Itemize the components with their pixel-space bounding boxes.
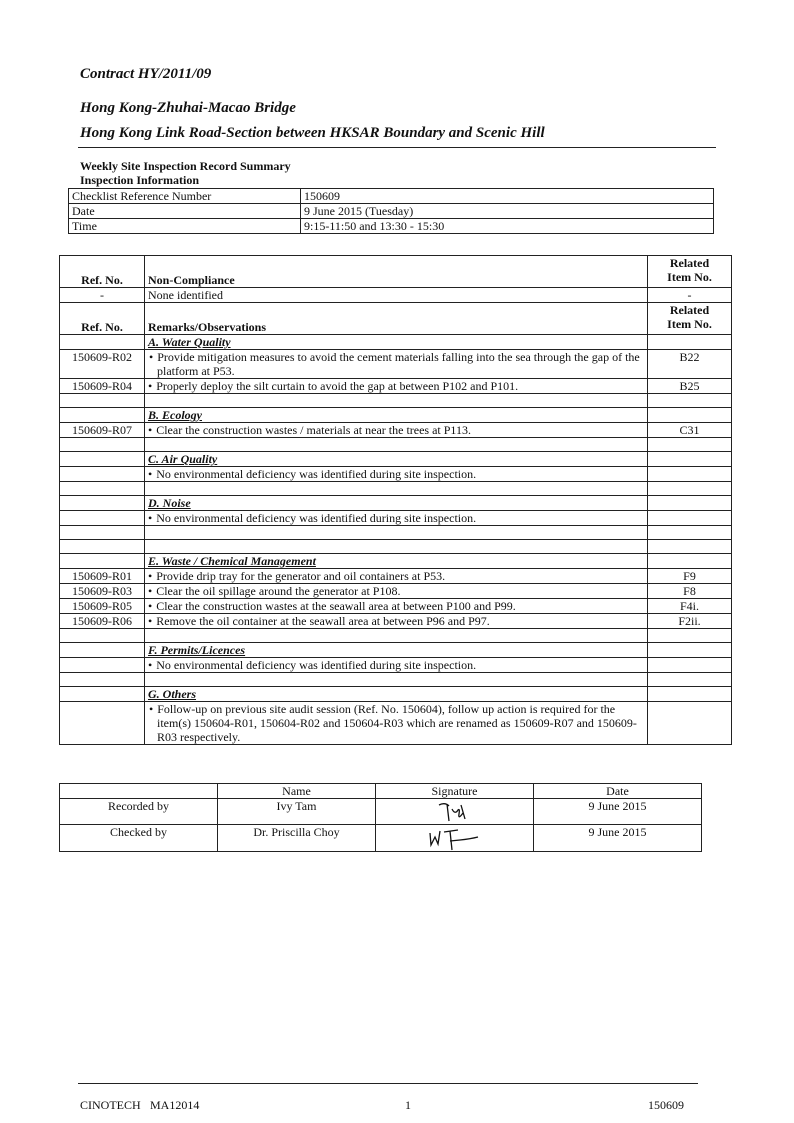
section-title: Hong Kong Link Road-Section between HKSAR Boundary and Scenic Hill: [80, 125, 545, 141]
footer-company: CINOTECH: [80, 1098, 141, 1112]
desc-cell: • Properly deploy the silt curtain to avoid the gap at between P102 and P101.: [145, 379, 648, 394]
related-cell: F9: [648, 569, 732, 584]
spacer-row: [60, 394, 732, 408]
related-cell: B25: [648, 379, 732, 394]
sign-row: [60, 825, 702, 852]
nc-related-header: [648, 256, 732, 288]
signature-header: Signature: [376, 784, 534, 799]
project-title: Hong Kong-Zhuhai-Macao Bridge: [80, 100, 296, 116]
ref-cell: 150609-R05: [60, 599, 145, 614]
date-cell: 9 June 2015: [534, 799, 702, 825]
nc-header-row: [60, 256, 732, 288]
role-cell: Checked by: [60, 825, 218, 852]
info-row: [69, 219, 714, 234]
desc-cell: • Provide mitigation measures to avoid the cement materials falling into the sea through the gap of the platform at P53.: [145, 350, 648, 379]
table-row: [60, 614, 732, 629]
related-cell: F2ii.: [648, 614, 732, 629]
table-row: [60, 467, 732, 482]
section-ecology: B. Ecology: [145, 408, 648, 423]
related-label: Related: [669, 256, 710, 270]
page-number: 1: [405, 1098, 411, 1112]
section-air-quality: C. Air Quality: [145, 452, 648, 467]
signature-cell: [376, 799, 534, 825]
table-row: [60, 599, 732, 614]
section-noise: D. Noise: [145, 496, 648, 511]
name-cell: Dr. Priscilla Choy: [218, 825, 376, 852]
desc-cell: • Clear the construction wastes / materials at near the trees at P113.: [145, 423, 648, 438]
section-waste-chemical: E. Waste / Chemical Management: [145, 554, 648, 569]
desc-cell: • No environmental deficiency was identified during site inspection.: [145, 658, 648, 673]
signature-table: [59, 783, 702, 852]
info-row: [69, 189, 714, 204]
ref-cell: 150609-R04: [60, 379, 145, 394]
header-rule: [78, 147, 716, 148]
related-cell: C31: [648, 423, 732, 438]
info-value: 150609: [301, 189, 714, 204]
sign-header-row: [60, 784, 702, 799]
related-cell: F8: [648, 584, 732, 599]
info-label: Checklist Reference Number: [69, 189, 301, 204]
desc-cell: • Clear the oil spillage around the generator at P108.: [145, 584, 648, 599]
nc-row: [60, 288, 732, 303]
name-cell: Ivy Tam: [218, 799, 376, 825]
footer-rule: [78, 1083, 698, 1084]
desc-cell: • Clear the construction wastes at the seawall area at between P100 and P99.: [145, 599, 648, 614]
nc-desc-header: Non-Compliance: [145, 256, 648, 288]
info-value: 9 June 2015 (Tuesday): [301, 204, 714, 219]
date-header: Date: [534, 784, 702, 799]
related-cell: -: [648, 288, 732, 303]
role-cell: Recorded by: [60, 799, 218, 825]
date-cell: 9 June 2015: [534, 825, 702, 852]
sign-row: [60, 799, 702, 825]
info-value: 9:15-11:50 and 13:30 - 15:30: [301, 219, 714, 234]
section-row: [60, 496, 732, 511]
spacer-row: [60, 482, 732, 496]
contract-title: Contract HY/2011/09: [80, 66, 212, 82]
signature-ivy-tam: [425, 799, 485, 823]
rm-ref-header: Ref. No.: [60, 303, 145, 335]
signature-cell: [376, 825, 534, 852]
ref-cell: 150609-R02: [60, 350, 145, 379]
table-row: [60, 569, 732, 584]
summary-title: Weekly Site Inspection Record Summary: [80, 159, 291, 173]
item-no-label: Item No.: [667, 317, 712, 331]
inspection-info-table: [68, 188, 714, 234]
desc-cell: • No environmental deficiency was identified during site inspection.: [145, 511, 648, 526]
section-row: [60, 643, 732, 658]
section-row: [60, 335, 732, 350]
info-label: Time: [69, 219, 301, 234]
table-row: [60, 584, 732, 599]
section-row: [60, 408, 732, 423]
ref-cell: 150609-R07: [60, 423, 145, 438]
desc-cell: • Remove the oil container at the seawall area at between P96 and P97.: [145, 614, 648, 629]
remarks-header-row: [60, 303, 732, 335]
signature-priscilla-choy: [420, 825, 490, 851]
table-row: [60, 350, 732, 379]
footer-ref: MA12014: [150, 1098, 200, 1112]
related-cell: F4i.: [648, 599, 732, 614]
spacer-row: [60, 526, 732, 540]
info-title: Inspection Information: [80, 173, 200, 187]
nc-ref-header: Ref. No.: [60, 256, 145, 288]
related-cell: B22: [648, 350, 732, 379]
desc-cell: • No environmental deficiency was identified during site inspection.: [145, 467, 648, 482]
name-header: Name: [218, 784, 376, 799]
table-row: [60, 423, 732, 438]
spacer-row: [60, 629, 732, 643]
desc-cell: • Provide drip tray for the generator and oil containers at P53.: [145, 569, 648, 584]
table-row: [60, 702, 732, 745]
table-row: [60, 511, 732, 526]
table-row: [60, 379, 732, 394]
spacer-row: [60, 540, 732, 554]
section-permits: F. Permits/Licences: [145, 643, 648, 658]
section-row: [60, 452, 732, 467]
item-no-label: Item No.: [667, 270, 712, 284]
desc-cell: • Follow-up on previous site audit session (Ref. No. 150604), follow up action is required for the item(s) 150604-R01, 150604-R02 and 150604-R03 which are renamed as 150609-R07 and 150609-R03 respectively.: [145, 702, 648, 745]
info-row: [69, 204, 714, 219]
footer-code: 150609: [648, 1098, 684, 1112]
info-label: Date: [69, 204, 301, 219]
ref-cell: 150609-R06: [60, 614, 145, 629]
rm-related-header: [648, 303, 732, 335]
section-water-quality: A. Water Quality: [145, 335, 648, 350]
section-row: [60, 554, 732, 569]
rm-desc-header: Remarks/Observations: [145, 303, 648, 335]
table-row: [60, 658, 732, 673]
ref-cell: -: [60, 288, 145, 303]
desc-cell: None identified: [145, 288, 648, 303]
inspection-remarks-table: [59, 255, 732, 745]
ref-cell: 150609-R03: [60, 584, 145, 599]
spacer-row: [60, 438, 732, 452]
section-row: [60, 687, 732, 702]
spacer-row: [60, 673, 732, 687]
ref-cell: 150609-R01: [60, 569, 145, 584]
related-label: Related: [669, 303, 710, 317]
section-others: G. Others: [145, 687, 648, 702]
